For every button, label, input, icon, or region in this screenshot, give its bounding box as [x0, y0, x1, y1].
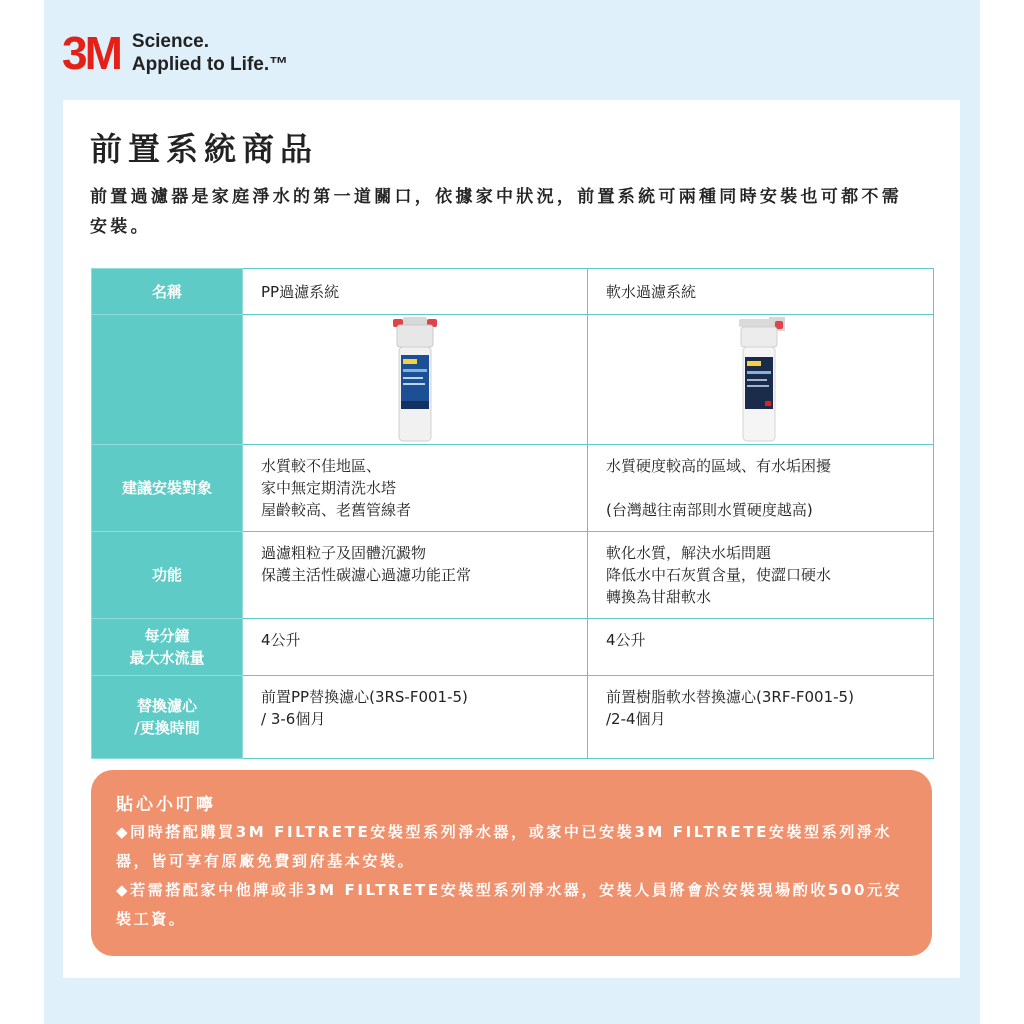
image-row-label [92, 315, 243, 445]
tagline-line-1: Science. [131, 31, 210, 52]
pp-image-cell [243, 315, 588, 445]
header-name-cell: 名稱 [92, 269, 243, 315]
tip-line-2: ◆若需搭配家中他牌或非3M FILTRETE安裝型系列淨水器，安裝人員將會於安裝現場酌收500元安裝工資。 [116, 881, 903, 928]
pp-filter-product-icon [385, 317, 445, 443]
pp-flow-cell: 4公升 [243, 619, 588, 676]
pp-target-cell: 水質較不佳地區、 家中無定期清洗水塔 屋齡較高、老舊管線者 [243, 445, 588, 532]
softener-flow-cell: 4公升 [588, 619, 934, 676]
tips-box [91, 770, 932, 956]
softener-filter-product-icon [729, 317, 793, 443]
comparison-table [91, 268, 934, 759]
row-label-flow: 每分鐘 最大水流量 [92, 619, 243, 676]
header-softener-system: 軟水過濾系統 [588, 269, 934, 315]
tips-title: 貼心小叮嚀 [116, 795, 216, 815]
row-label-replacement: 替換濾心 /更換時間 [92, 676, 243, 759]
softener-function-cell: 軟化水質，解決水垢問題 降低水中石灰質含量，使澀口硬水 轉換為甘甜軟水 [588, 532, 934, 619]
header-pp-system: PP過濾系統 [243, 269, 588, 315]
pp-function-cell: 過濾粗粒子及固體沉澱物 保護主活性碳濾心過濾功能正常 [243, 532, 588, 619]
row-label-function: 功能 [92, 532, 243, 619]
page-title: 前置系統商品 [90, 130, 319, 168]
tips-body [116, 818, 916, 934]
intro-text: 前置過濾器是家庭淨水的第一道關口，依據家中狀況，前置系統可兩種同時安裝也可都不需安裝。 [90, 187, 902, 237]
pp-replacement-cell: 前置PP替換濾心(3RS-F001-5) / 3-6個月 [243, 676, 588, 759]
tagline-line-2: Applied to Life.™ [131, 54, 289, 75]
softener-target-cell: 水質硬度較高的區域、有水垢困擾 (台灣越往南部則水質硬度越高) [588, 445, 934, 532]
brand-logo [62, 27, 289, 79]
3m-logo-mark: 3M [62, 27, 120, 79]
row-label-target: 建議安裝對象 [92, 445, 243, 532]
brand-tagline [132, 30, 288, 76]
softener-image-cell [588, 315, 934, 445]
tip-line-1: ◆同時搭配購買3M FILTRETE安裝型系列淨水器，或家中已安裝3M FILTRETE安裝型系列淨水器，皆可享有原廠免費到府基本安裝。 [116, 823, 893, 870]
softener-replacement-cell: 前置樹脂軟水替換濾心(3RF-F001-5) /2-4個月 [588, 676, 934, 759]
